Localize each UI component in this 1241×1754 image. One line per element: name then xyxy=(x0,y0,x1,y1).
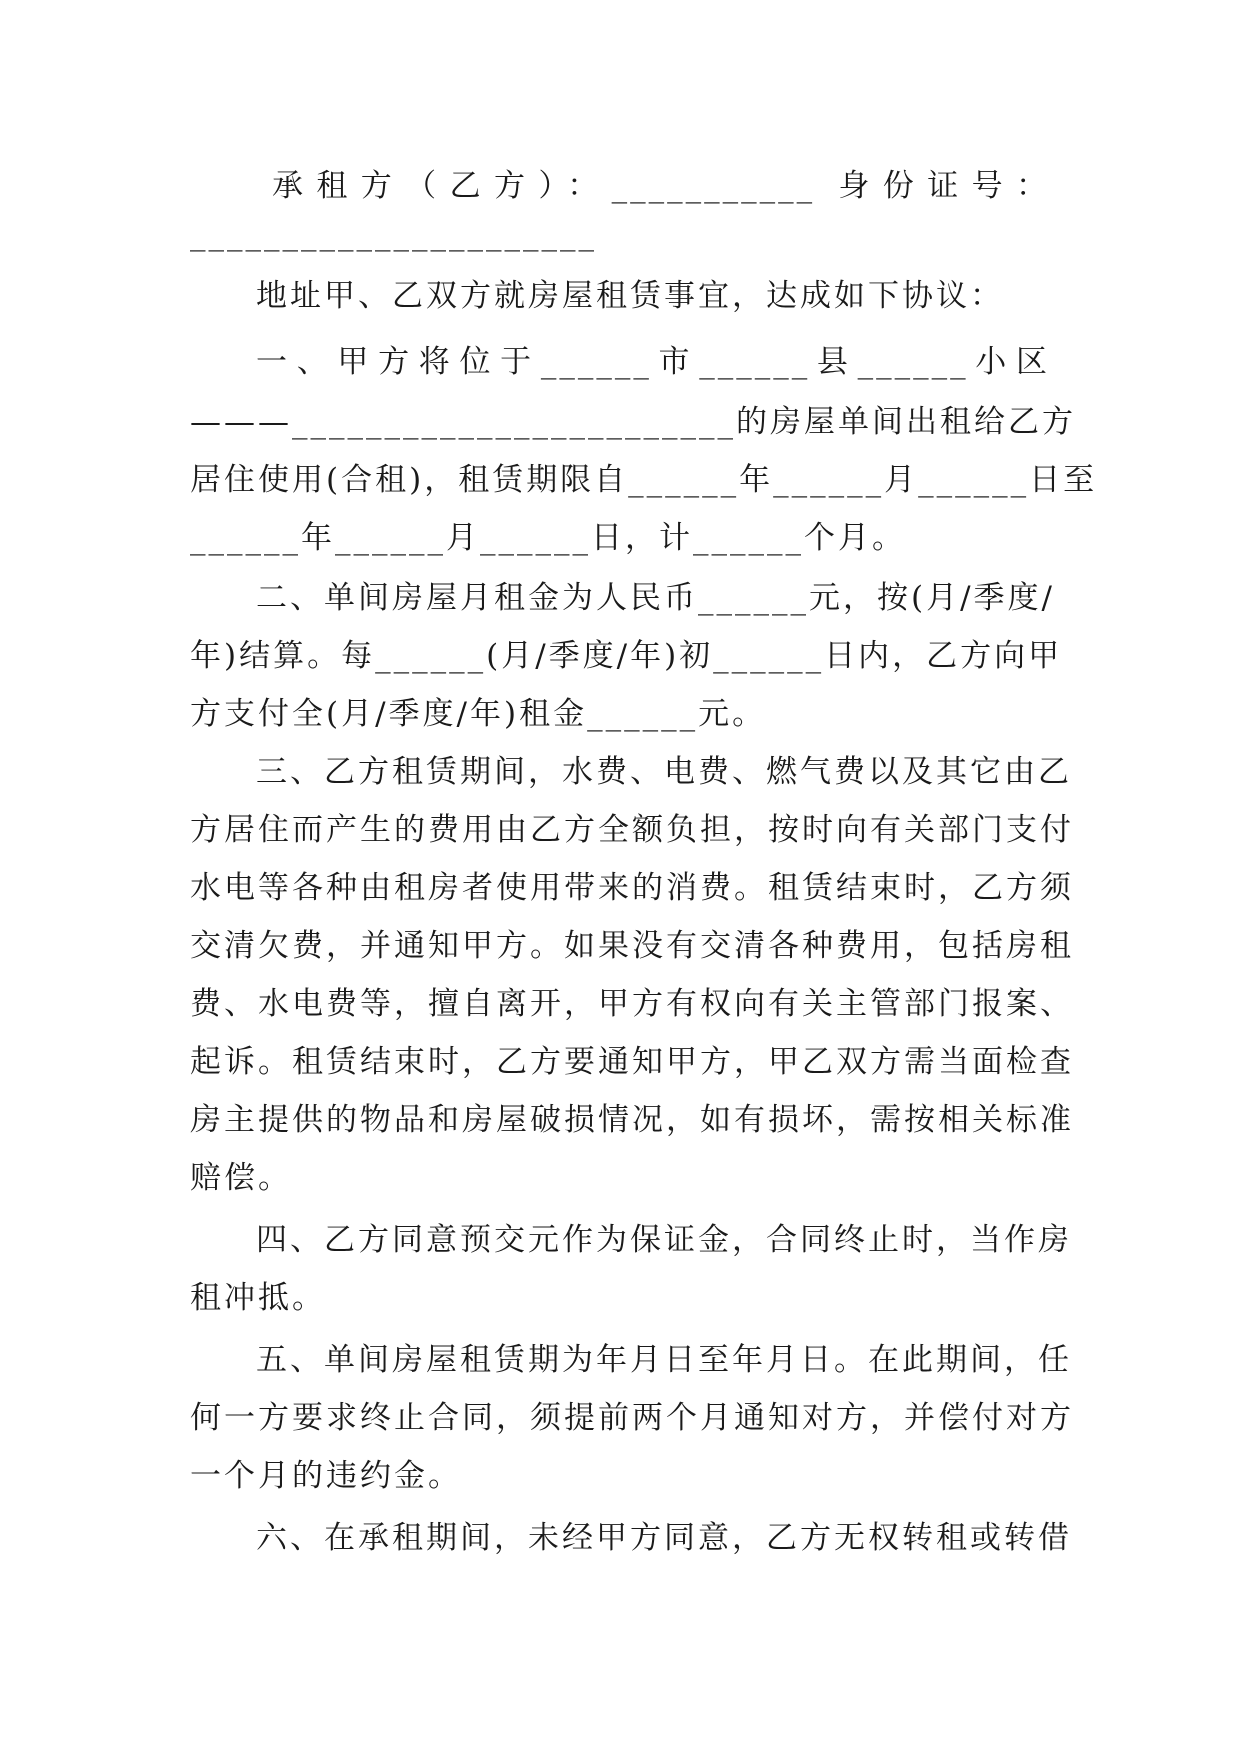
clause-3-line-8: 赔偿。 xyxy=(190,1160,292,1196)
clause-5-line-1: 五、单间房屋租赁期为年月日至年月日。在此期间，任 xyxy=(256,1342,1072,1378)
clause-4-line-2: 租冲抵。 xyxy=(190,1280,326,1316)
clause-1-line-4: ______年______月______日，计______个月。 xyxy=(190,520,906,556)
clause-3-line-6: 起诉。租赁结束时，乙方要通知甲方，甲乙双方需当面检查 xyxy=(190,1044,1074,1080)
id-blank-line: ______________________ xyxy=(190,216,597,252)
clause-4-line-1: 四、乙方同意预交元作为保证金，合同终止时，当作房 xyxy=(256,1222,1072,1258)
clause-1-line-3: 居住使用(合租)，租赁期限自______年______月______日至 xyxy=(190,462,1098,498)
clause-2-line-2: 年)结算。每______(月/季度/年)初______日内，乙方向甲 xyxy=(190,638,1063,674)
clause-2-line-3: 方支付全(月/季度/年)租金______元。 xyxy=(190,696,767,732)
clause-3-line-2: 方居住而产生的费用由乙方全额负担，按时向有关部门支付 xyxy=(190,812,1074,848)
clause-3-line-7: 房主提供的物品和房屋破损情况，如有损坏，需按相关标准 xyxy=(190,1102,1074,1138)
clause-5-line-3: 一个月的违约金。 xyxy=(190,1458,462,1494)
clause-3-line-3: 水电等各种由租房者使用带来的消费。租赁结束时，乙方须 xyxy=(190,870,1074,906)
address-line: 地址甲、乙双方就房屋租赁事宜，达成如下协议： xyxy=(256,278,1004,314)
clause-5-line-2: 何一方要求终止合同，须提前两个月通知对方，并偿付对方 xyxy=(190,1400,1074,1436)
clause-1-line-2: ———________________________的房屋单间出租给乙方 xyxy=(190,404,1076,440)
clause-3-line-1: 三、乙方租赁期间，水费、电费、燃气费以及其它由乙 xyxy=(256,754,1072,790)
clause-2-line-1: 二、单间房屋月租金为人民币______元，按(月/季度/ xyxy=(256,580,1055,616)
clause-3-line-5: 费、水电费等，擅自离开，甲方有权向有关主管部门报案、 xyxy=(190,986,1074,1022)
tenant-line: 承租方（乙方）：___________ 身份证号： xyxy=(272,168,1050,204)
clause-6-line-1: 六、在承租期间，未经甲方同意，乙方无权转租或转借 xyxy=(256,1520,1072,1556)
clause-3-line-4: 交清欠费，并通知甲方。如果没有交清各种费用，包括房租 xyxy=(190,928,1074,964)
clause-1-line-1: 一、甲方将位于______市______县______小区 xyxy=(256,344,1050,380)
